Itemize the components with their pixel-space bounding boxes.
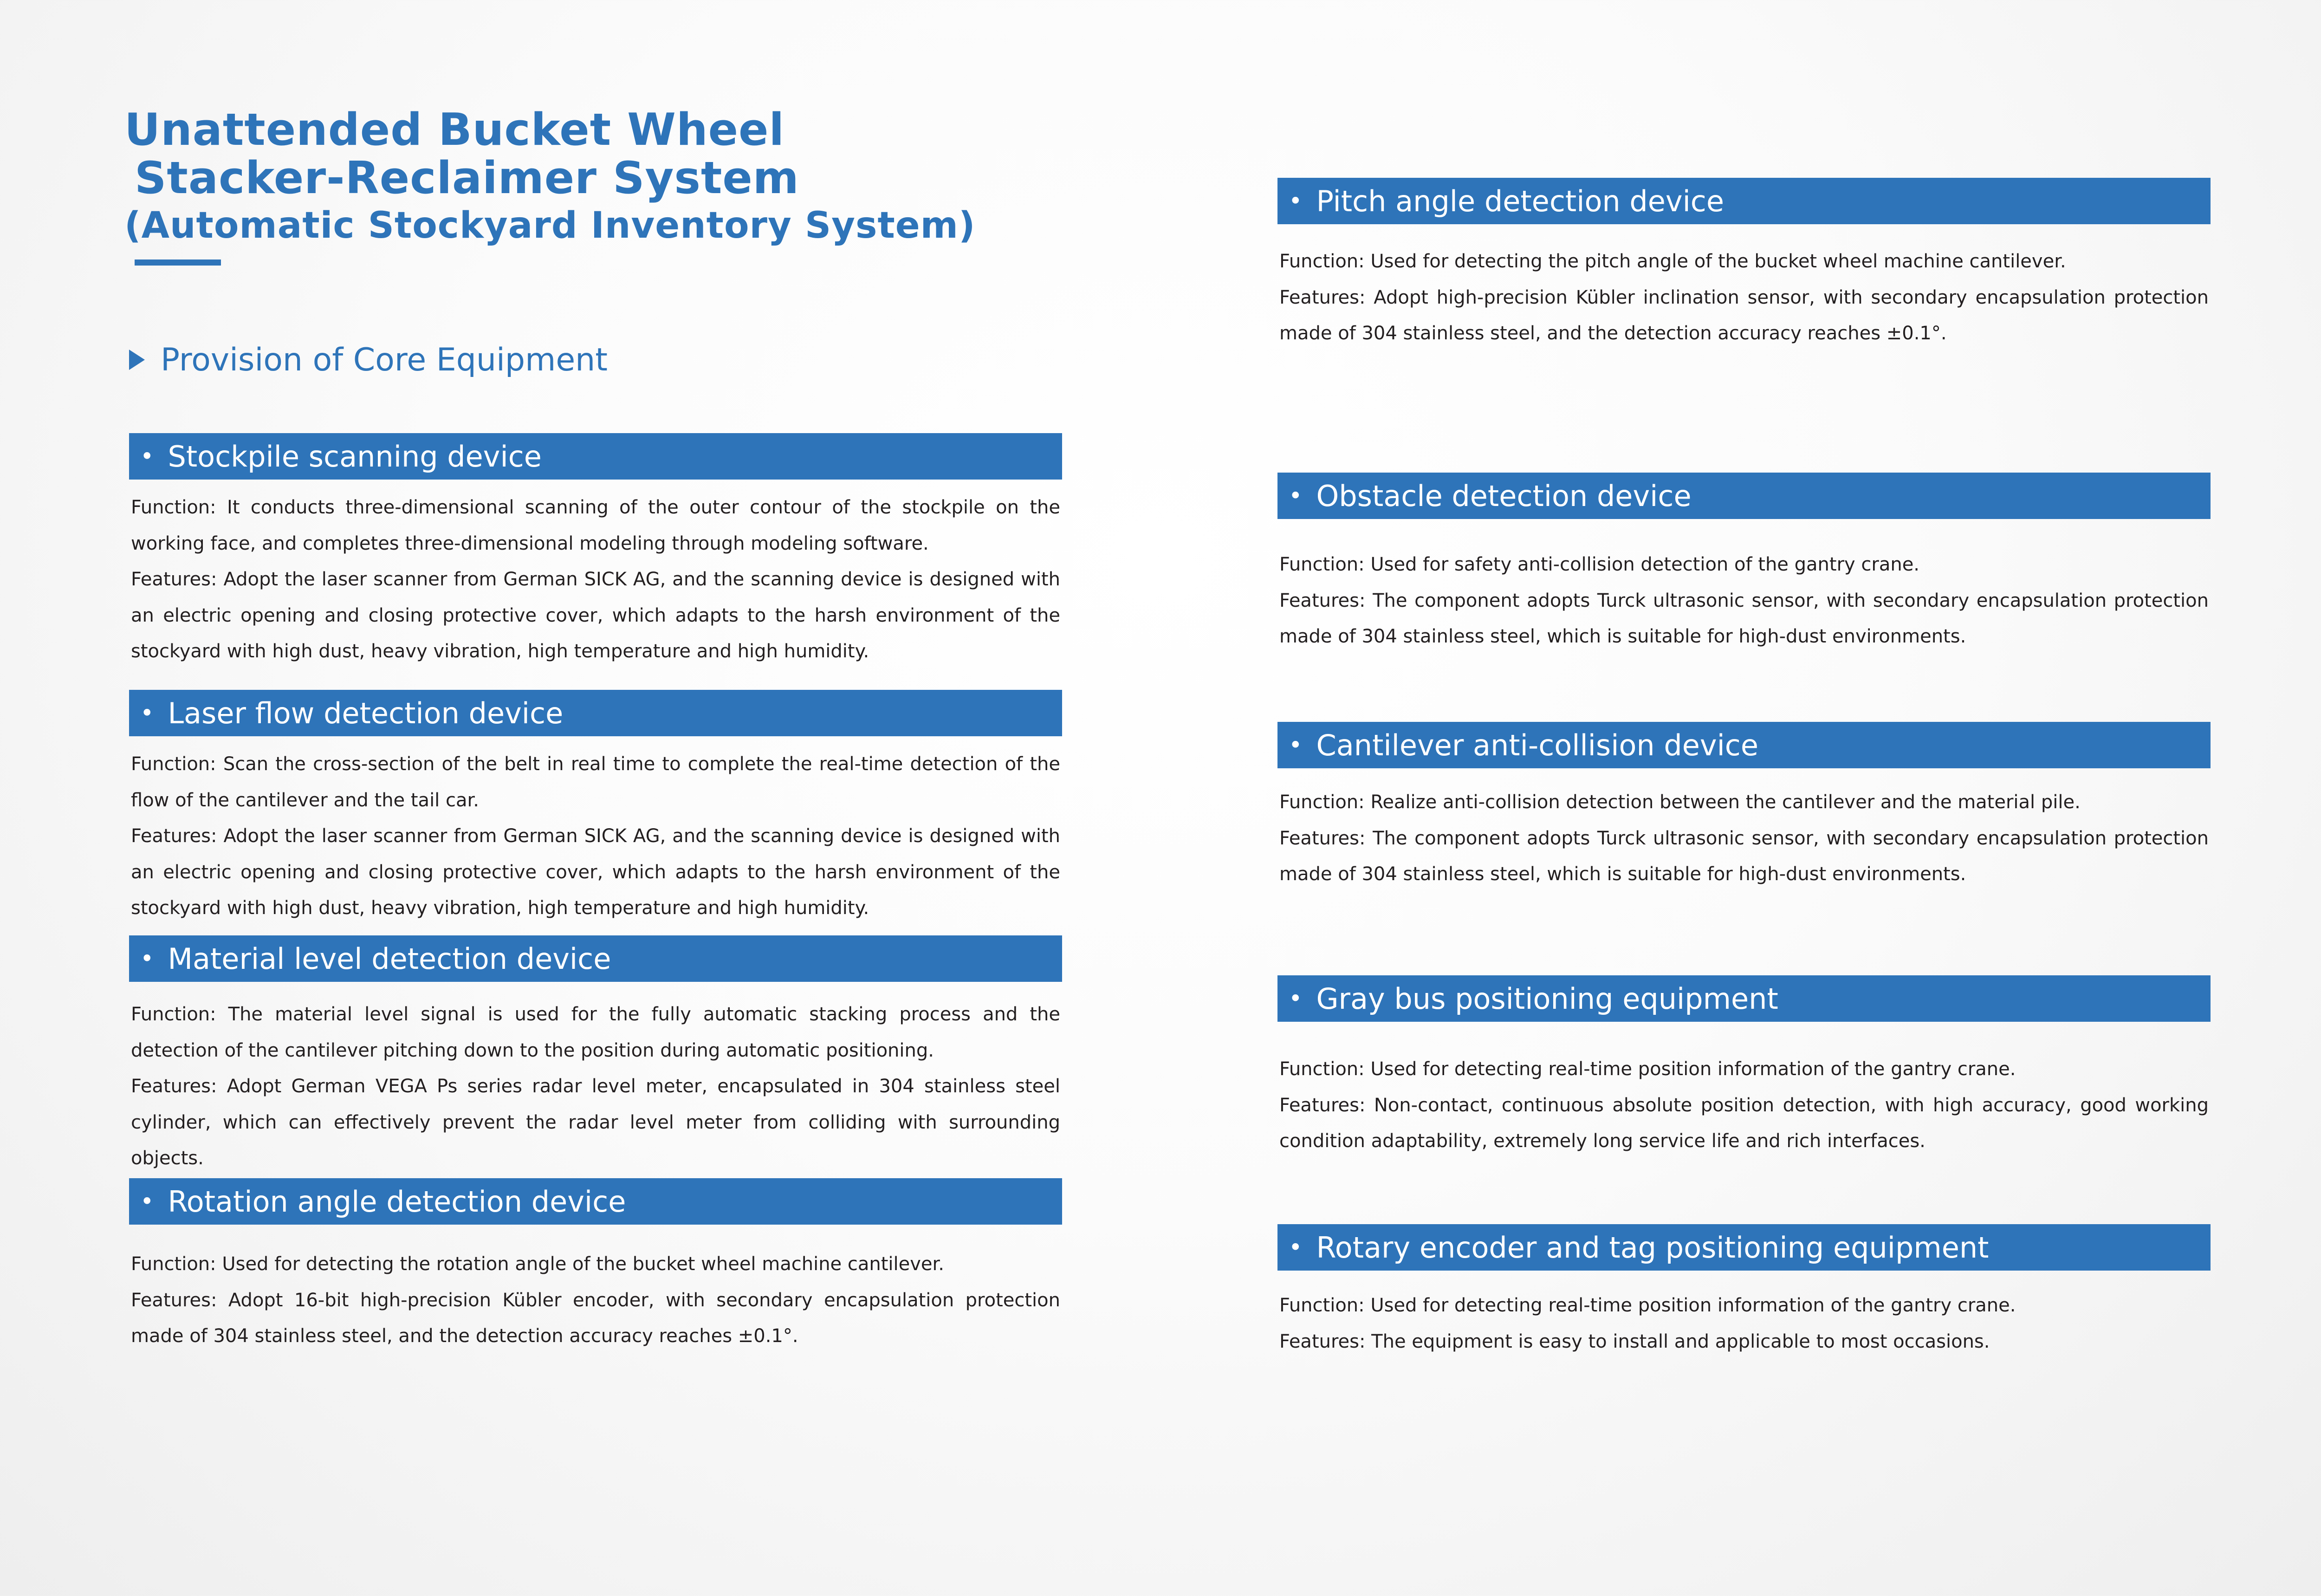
device-description — [1277, 244, 2211, 352]
device-function: Function: Used for detecting the pitch angle of the bucket wheel machine cantilever. — [1279, 251, 2066, 272]
device-description — [129, 997, 1062, 1177]
device-description — [129, 746, 1062, 927]
bullet-icon: • — [140, 945, 154, 972]
device-description — [1277, 1051, 2211, 1160]
device-rotation-angle-detection — [129, 1178, 1062, 1355]
device-cantilever-anti-collision — [1277, 722, 2211, 893]
device-features: Features: Adopt German VEGA Ps series radar level meter, encapsulated in 304 stainless steel cylinder, which can effectively prevent the radar level meter from colliding with surrounding objects. — [131, 1076, 1060, 1169]
device-features: Features: Adopt the laser scanner from German SICK AG, and the scanning device is designed with an electric opening and closing protective cover, which adapts to the harsh environment of the stockyard with high dust, heavy vibration, high temperature and high humidity. — [131, 825, 1060, 919]
bullet-icon: • — [140, 1188, 154, 1215]
title-line-2: Stacker-Reclaimer System — [135, 153, 799, 204]
bullet-icon: • — [1289, 1234, 1303, 1261]
device-features: Features: The component adopts Turck ultrasonic sensor, with secondary encapsulation protection made of 304 stainless steel, which is suitable for high-dust environments. — [1279, 827, 2209, 885]
bullet-icon: • — [1289, 732, 1303, 759]
device-description — [1277, 1288, 2211, 1360]
device-name: Material level detection device — [168, 941, 611, 976]
device-description — [1277, 785, 2211, 893]
device-header-bar — [1277, 1224, 2211, 1271]
device-stockpile-scanning — [129, 433, 1062, 670]
section-heading-label: Provision of Core Equipment — [161, 341, 608, 378]
device-header-bar — [1277, 722, 2211, 768]
device-features: Features: Adopt 16-bit high-precision Kübler encoder, with secondary encapsulation protection made of 304 stainless steel, and the detection accuracy reaches ±0.1°. — [131, 1289, 1060, 1347]
device-laser-flow-detection — [129, 690, 1062, 927]
device-name: Obstacle detection device — [1316, 479, 1692, 513]
device-header-bar — [129, 433, 1062, 480]
device-header-bar — [129, 935, 1062, 982]
device-description — [129, 490, 1062, 670]
device-header-bar — [1277, 473, 2211, 519]
device-rotary-encoder-tag-positioning — [1277, 1224, 2211, 1360]
device-gray-bus-positioning — [1277, 975, 2211, 1160]
bullet-icon: • — [1289, 482, 1303, 509]
bullet-icon: • — [140, 443, 154, 470]
bullet-icon: • — [140, 700, 154, 727]
device-name: Rotary encoder and tag positioning equipment — [1316, 1230, 1989, 1265]
device-features: Features: Adopt the laser scanner from German SICK AG, and the scanning device is designed with an electric opening and closing protective cover, which adapts to the harsh environment of the stockyard with high dust, heavy vibration, high temperature and high humidity. — [131, 569, 1060, 662]
title-line-3: (Automatic Stockyard Inventory System) — [124, 205, 976, 247]
device-features: Features: The component adopts Turck ultrasonic sensor, with secondary encapsulation protection made of 304 stainless steel, which is suitable for high-dust environments. — [1279, 590, 2209, 647]
device-material-level-detection — [129, 935, 1062, 1177]
device-obstacle-detection — [1277, 473, 2211, 655]
device-header-bar — [129, 1178, 1062, 1225]
device-function: Function: Used for detecting the rotation angle of the bucket wheel machine cantilever. — [131, 1253, 945, 1275]
device-pitch-angle-detection — [1277, 178, 2211, 352]
device-features: Features: Adopt high-precision Kübler inclination sensor, with secondary encapsulation protection made of 304 stainless steel, and the detection accuracy reaches ±0.1°. — [1279, 286, 2209, 344]
device-function: Function: Used for detecting real-time position information of the gantry crane. — [1279, 1058, 2016, 1080]
triangle-arrow-icon — [129, 350, 145, 370]
device-header-bar — [1277, 975, 2211, 1022]
device-features: Features: The equipment is easy to install and applicable to most occasions. — [1279, 1330, 1990, 1352]
device-header-bar — [129, 690, 1062, 736]
device-header-bar — [1277, 178, 2211, 224]
device-function: Function: The material level signal is used for the fully automatic stacking process and the detection of the cantilever pitching down to the position during automatic positioning. — [131, 1004, 1060, 1061]
device-name: Laser flow detection device — [168, 696, 564, 730]
title-underline — [135, 260, 221, 266]
device-function: Function: Used for detecting real-time position information of the gantry crane. — [1279, 1295, 2016, 1316]
device-features: Features: Non-contact, continuous absolute position detection, with high accuracy, good working condition adaptability, extremely long service life and rich interfaces. — [1279, 1094, 2209, 1152]
device-name: Rotation angle detection device — [168, 1184, 626, 1219]
device-name: Pitch angle detection device — [1316, 184, 1725, 218]
device-function: Function: It conducts three-dimensional scanning of the outer contour of the stockpile on the working face, and completes three-dimensional modeling through modeling software. — [131, 497, 1060, 554]
bullet-icon: • — [1289, 188, 1303, 214]
device-function: Function: Used for safety anti-collision detection of the gantry crane. — [1279, 554, 1920, 575]
title-line-1: Unattended Bucket Wheel — [124, 104, 785, 156]
device-name: Cantilever anti-collision device — [1316, 728, 1759, 762]
bullet-icon: • — [1289, 985, 1303, 1012]
device-description — [129, 1246, 1062, 1355]
device-function: Function: Realize anti-collision detection between the cantilever and the material pile. — [1279, 792, 2081, 813]
device-name: Stockpile scanning device — [168, 439, 542, 474]
device-description — [1277, 547, 2211, 655]
device-name: Gray bus positioning equipment — [1316, 981, 1778, 1016]
page-title — [124, 106, 976, 249]
section-heading — [129, 341, 608, 378]
device-function: Function: Scan the cross-section of the belt in real time to complete the real-time detection of the flow of the cantilever and the tail car. — [131, 753, 1060, 811]
